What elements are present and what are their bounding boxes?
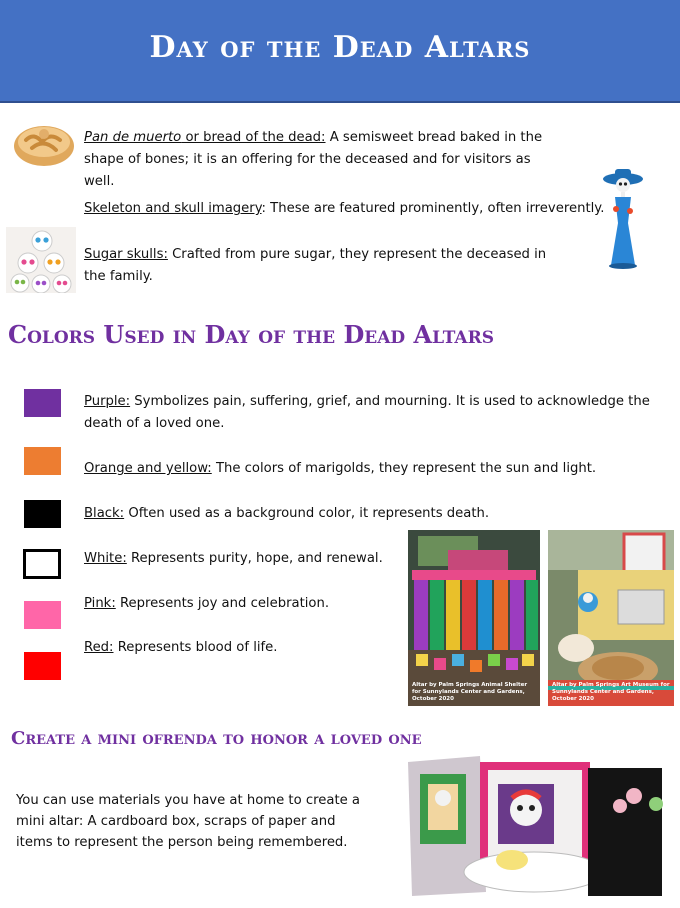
skeleton-description — [84, 198, 614, 220]
header-divider — [0, 101, 680, 103]
catrina-figure-icon — [601, 165, 645, 271]
bread-term: Pan de muerto — [84, 130, 182, 145]
altar-photo-2-caption: Altar by Palm Springs Art Museum for Sunnylands Center and Gardens, October 2020 — [552, 682, 670, 702]
page-title: Day of the Dead Altars — [149, 30, 531, 65]
ofrenda-description: You can use materials you have at home to create a mini altar: A cardboard box, scraps of paper and items to represent the person being remembered. — [16, 793, 360, 850]
sugar-skulls-description — [84, 244, 554, 288]
color-term: Pink: — [84, 596, 116, 611]
sugar-skulls-icon — [6, 227, 76, 293]
pink-swatch — [24, 601, 61, 629]
altar-photo-2-image — [548, 530, 674, 706]
color-term: White: — [84, 551, 127, 566]
sugar-term: Sugar skulls: — [84, 247, 168, 262]
color-text: Represents purity, hope, and renewal. — [126, 551, 383, 566]
color-text: Often used as a background color, it represents death. — [124, 506, 490, 521]
skeleton-text: : These are featured prominently, often irreverently. — [261, 201, 605, 216]
color-item-pink — [84, 593, 404, 615]
skeleton-term: Skeleton and skull imagery — [84, 201, 262, 216]
ofrenda-section-title: Create a mini ofrenda to honor a loved one — [11, 728, 422, 749]
bread-term-rest: or bread of the dead: — [181, 130, 326, 145]
altar-photo-animal-shelter — [408, 530, 540, 706]
color-text: The colors of marigolds, they represent the sun and light. — [211, 461, 597, 476]
color-item-purple — [84, 391, 659, 435]
bread-text: A semisweet bread baked in the shape of bones; it is an offering for the deceased and for visitors as well. — [84, 130, 543, 189]
color-item-black — [84, 503, 504, 525]
orange-swatch — [24, 447, 61, 475]
color-text: Represents blood of life. — [113, 640, 278, 655]
color-text: Represents joy and celebration. — [115, 596, 330, 611]
altar-photo-1-image — [408, 530, 540, 706]
black-swatch — [24, 500, 61, 528]
color-item-white — [84, 548, 404, 570]
altar-photo-1-caption: Altar by Palm Springs Animal Shelter for Sunnylands Center and Gardens, October 2020 — [412, 682, 528, 702]
sugar-text: Crafted from pure sugar, they represent the deceased in the family. — [84, 247, 547, 284]
color-item-red — [84, 637, 404, 659]
color-term: Orange and yellow: — [84, 461, 212, 476]
white-swatch — [23, 549, 61, 579]
mini-ofrenda-photo — [402, 754, 668, 900]
red-swatch — [24, 652, 61, 680]
bread-icon — [12, 118, 76, 170]
bread-description — [84, 127, 554, 193]
color-term: Red: — [84, 640, 114, 655]
color-term: Purple: — [84, 394, 131, 409]
color-text: Symbolizes pain, suffering, grief, and mourning. It is used to acknowledge the death of a loved one. — [84, 394, 650, 431]
color-item-orange — [84, 458, 659, 480]
purple-swatch — [24, 389, 61, 417]
colors-section-title: Colors Used in Day of the Dead Altars — [8, 320, 495, 349]
altar-photo-art-museum — [548, 530, 674, 706]
color-term: Black: — [84, 506, 125, 521]
